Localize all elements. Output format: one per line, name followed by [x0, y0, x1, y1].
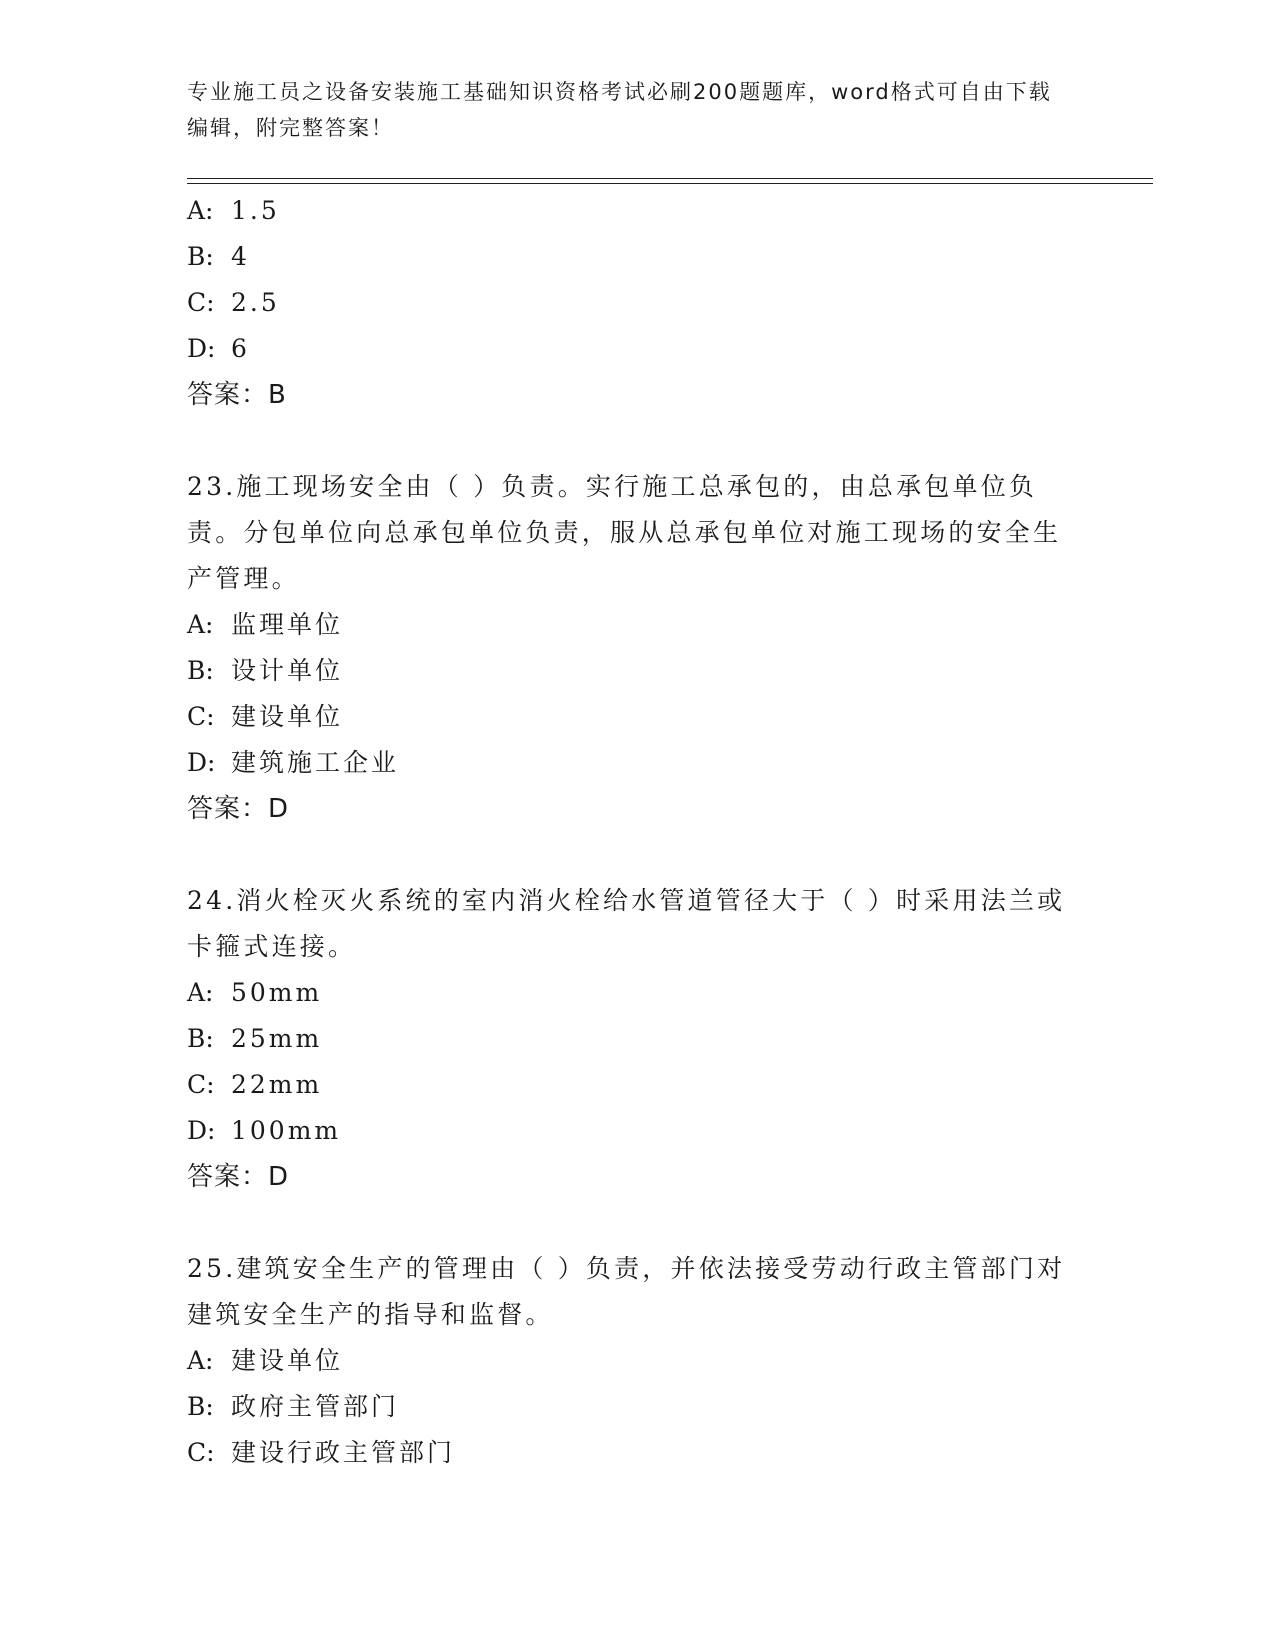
option-c: C: 2.5	[187, 288, 280, 317]
option-b: B: 政府主管部门	[187, 1392, 400, 1421]
question-22-tail	[187, 188, 1067, 418]
question-stem: 23.施工现场安全由（ ）负责。实行施工总承包的，由总承包单位负责。分包单位向总承包单位负责，服从总承包单位对施工现场的安全生产管理。	[187, 472, 1062, 593]
option-a: A: 监理单位	[187, 610, 344, 639]
question-23	[187, 464, 1067, 832]
option-b: B: 4	[187, 242, 250, 271]
option-a: A: 建设单位	[187, 1346, 344, 1375]
option-b: B: 设计单位	[187, 656, 344, 685]
question-24	[187, 878, 1067, 1200]
spacer	[187, 832, 1067, 878]
option-c: C: 22mm	[187, 1070, 323, 1099]
document-header: 专业施工员之设备安装施工基础知识资格考试必刷200题题库，word格式可自由下载编辑，附完整答案！	[187, 80, 1052, 140]
option-d: D: 建筑施工企业	[187, 748, 400, 777]
answer-line: 答案：D	[187, 794, 290, 824]
option-b: B: 25mm	[187, 1024, 323, 1053]
question-stem: 24.消火栓灭火系统的室内消火栓给水管道管径大于（ ）时采用法兰或卡箍式连接。	[187, 886, 1066, 961]
header-divider-top	[187, 178, 1153, 179]
option-d: D: 6	[187, 334, 250, 363]
option-a: A: 1.5	[187, 196, 280, 225]
option-c: C: 建设单位	[187, 702, 344, 731]
option-d: D: 100mm	[187, 1116, 342, 1145]
answer-line: 答案：B	[187, 380, 287, 410]
option-a: A: 50mm	[187, 978, 323, 1007]
option-c: C: 建设行政主管部门	[187, 1438, 456, 1467]
question-list	[187, 188, 1067, 1476]
answer-line: 答案：D	[187, 1162, 290, 1192]
spacer	[187, 1200, 1067, 1246]
spacer	[187, 418, 1067, 464]
question-stem: 25.建筑安全生产的管理由（ ）负责，并依法接受劳动行政主管部门对建筑安全生产的指导和监督。	[187, 1254, 1066, 1329]
question-25	[187, 1246, 1067, 1476]
header-divider-bottom	[187, 183, 1153, 184]
